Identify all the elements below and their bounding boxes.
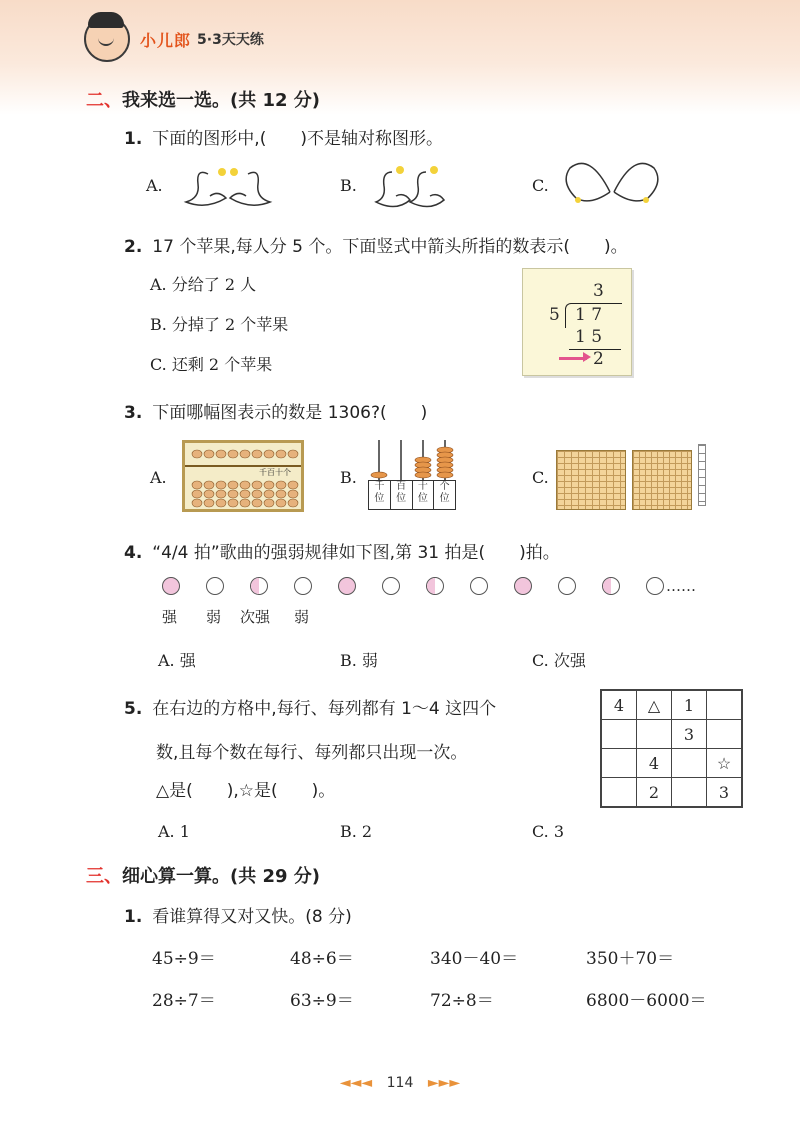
divisor: 5 <box>549 305 560 325</box>
place-label: 千 位 <box>369 481 391 509</box>
beat-medium-icon <box>250 577 268 595</box>
option-a[interactable]: A. 强 <box>158 651 196 670</box>
option-b[interactable]: B. 2 <box>340 822 373 841</box>
calc-item: 350＋70＝ <box>586 949 675 969</box>
grid-cell: 2 <box>637 778 672 808</box>
question-text: “4/4 拍”歌曲的强弱规律如下图,第 31 拍是( )拍。 <box>152 543 560 563</box>
beat-weak-icon <box>646 577 664 595</box>
swans-heart-icon <box>560 152 664 212</box>
beat-medium-icon <box>426 577 444 595</box>
beat-label: 弱 <box>294 608 310 626</box>
mascot-icon <box>84 16 130 62</box>
grid-cell <box>601 749 637 778</box>
question-text: 在右边的方格中,每行、每列都有 1～4 这四个 <box>152 699 497 719</box>
question-number: 1. <box>124 907 143 927</box>
page-number: 114 <box>386 1075 414 1091</box>
thousand-cube-icon <box>556 450 626 510</box>
beat-strong-icon <box>514 577 532 595</box>
beat-medium-icon <box>602 577 620 595</box>
grid-cell <box>601 720 637 749</box>
question-number: 1. <box>124 129 143 149</box>
grid-cell: 4 <box>637 749 672 778</box>
option-c-label[interactable]: C. <box>532 176 549 195</box>
calc-item: 6800－6000＝ <box>586 991 707 1011</box>
section-2-title <box>86 86 320 112</box>
question-number: 3. <box>124 403 143 423</box>
beat-weak-icon <box>470 577 488 595</box>
grid-cell <box>601 778 637 808</box>
next-arrows-icon: ►►► <box>427 1075 461 1091</box>
option-c[interactable]: C. 还剩 2 个苹果 <box>150 355 273 374</box>
swans-symmetric-icon <box>178 158 278 214</box>
calc-item: 72÷8＝ <box>430 991 494 1011</box>
grid-cell <box>672 778 707 808</box>
calc-item: 28÷7＝ <box>152 991 216 1011</box>
option-a-label[interactable]: A. <box>146 176 163 195</box>
question-text: 17 个苹果,每人分 5 个。下面竖式中箭头所指的数表示( )。 <box>152 237 628 257</box>
option-a[interactable]: A. 1 <box>158 822 190 841</box>
question-5 <box>124 694 496 719</box>
place-label: 个 位 <box>439 481 450 504</box>
beat-strong-icon <box>162 577 180 595</box>
ellipsis: …… <box>666 577 696 595</box>
option-c[interactable]: C. 3 <box>532 822 565 841</box>
section-3-title <box>86 862 320 888</box>
calc-item: 340－40＝ <box>430 949 519 969</box>
grid-cell: 3 <box>672 720 707 749</box>
place-label: 十 位 <box>413 481 435 509</box>
option-b-label[interactable]: B. <box>340 468 357 487</box>
page-footer <box>0 1075 800 1091</box>
beat-strong-icon <box>338 577 356 595</box>
arrow-head-icon <box>583 352 591 362</box>
grid-cell <box>707 690 743 720</box>
beat-weak-icon <box>206 577 224 595</box>
beat-weak-icon <box>382 577 400 595</box>
unit-cubes-icon <box>698 444 706 506</box>
section-3-text: 细心算一算。(共 29 分) <box>122 866 321 887</box>
beat-label: 次强 <box>240 608 271 626</box>
quotient: 3 <box>593 281 604 301</box>
grid-cell: 4 <box>601 690 637 720</box>
beat-label: 弱 <box>206 608 222 626</box>
section-2-text: 我来选一选。(共 12 分) <box>122 90 321 111</box>
question-text: 看谁算得又对又快。(8 分) <box>152 907 352 927</box>
question-3 <box>124 398 427 423</box>
base-ten-cubes <box>556 440 712 512</box>
grid-cell <box>637 720 672 749</box>
question-number: 5. <box>124 699 143 719</box>
place-value-labels <box>368 480 456 510</box>
question-text: 下面哪幅图表示的数是 1306?( ) <box>152 403 428 423</box>
grid-cell: △ <box>637 690 672 720</box>
option-b[interactable]: B. 弱 <box>340 651 378 670</box>
counting-frame <box>366 438 456 510</box>
beat-weak-icon <box>558 577 576 595</box>
brand-name: 小儿郎 <box>140 30 192 50</box>
counter-rods-icon <box>366 438 456 482</box>
brand-logo <box>84 16 264 62</box>
prev-arrows-icon: ◄◄◄ <box>339 1075 373 1091</box>
grid-cell: ☆ <box>707 749 743 778</box>
section-2-number: 二、 <box>86 90 122 111</box>
calc-item: 48÷6＝ <box>290 949 354 969</box>
option-b[interactable]: B. 分掉了 2 个苹果 <box>150 315 289 334</box>
option-a[interactable]: A. 分给了 2 人 <box>150 275 257 294</box>
hundred-flats-icon <box>632 450 692 510</box>
remainder: 2 <box>593 349 604 369</box>
long-division-card <box>522 268 632 376</box>
question-number: 4. <box>124 543 143 563</box>
grid-cell <box>672 749 707 778</box>
option-c[interactable]: C. 次强 <box>532 651 586 670</box>
question-5-line2: 数,且每个数在每行、每列都只出现一次。 <box>156 743 468 763</box>
question-5-line3: △是( ),☆是( )。 <box>156 781 336 801</box>
question-2 <box>124 232 628 257</box>
series-name: 5·3天天练 <box>197 32 264 48</box>
option-b-label[interactable]: B. <box>340 176 357 195</box>
beat-weak-icon <box>294 577 312 595</box>
product: 1 5 <box>575 327 603 347</box>
number-grid <box>600 689 743 808</box>
calc-item: 63÷9＝ <box>290 991 354 1011</box>
option-a-label[interactable]: A. <box>150 468 167 487</box>
grid-cell: 1 <box>672 690 707 720</box>
place-label: 百 位 <box>391 481 413 509</box>
option-c-label[interactable]: C. <box>532 468 549 487</box>
abacus-place-labels: 千百十个 <box>259 468 291 477</box>
abacus-figure <box>182 440 304 512</box>
section-3-number: 三、 <box>86 866 122 887</box>
grid-cell: 3 <box>707 778 743 808</box>
abacus-beads-icon <box>189 445 299 509</box>
calc-question-1 <box>124 902 352 927</box>
question-4 <box>124 538 560 563</box>
question-1 <box>124 124 443 149</box>
swans-pair-icon <box>370 158 462 214</box>
question-text: 下面的图形中,( )不是轴对称图形。 <box>152 129 443 149</box>
question-number: 2. <box>124 237 143 257</box>
calc-item: 45÷9＝ <box>152 949 216 969</box>
beat-label: 强 <box>162 608 178 626</box>
dividend: 1 7 <box>575 305 603 325</box>
grid-cell <box>707 720 743 749</box>
